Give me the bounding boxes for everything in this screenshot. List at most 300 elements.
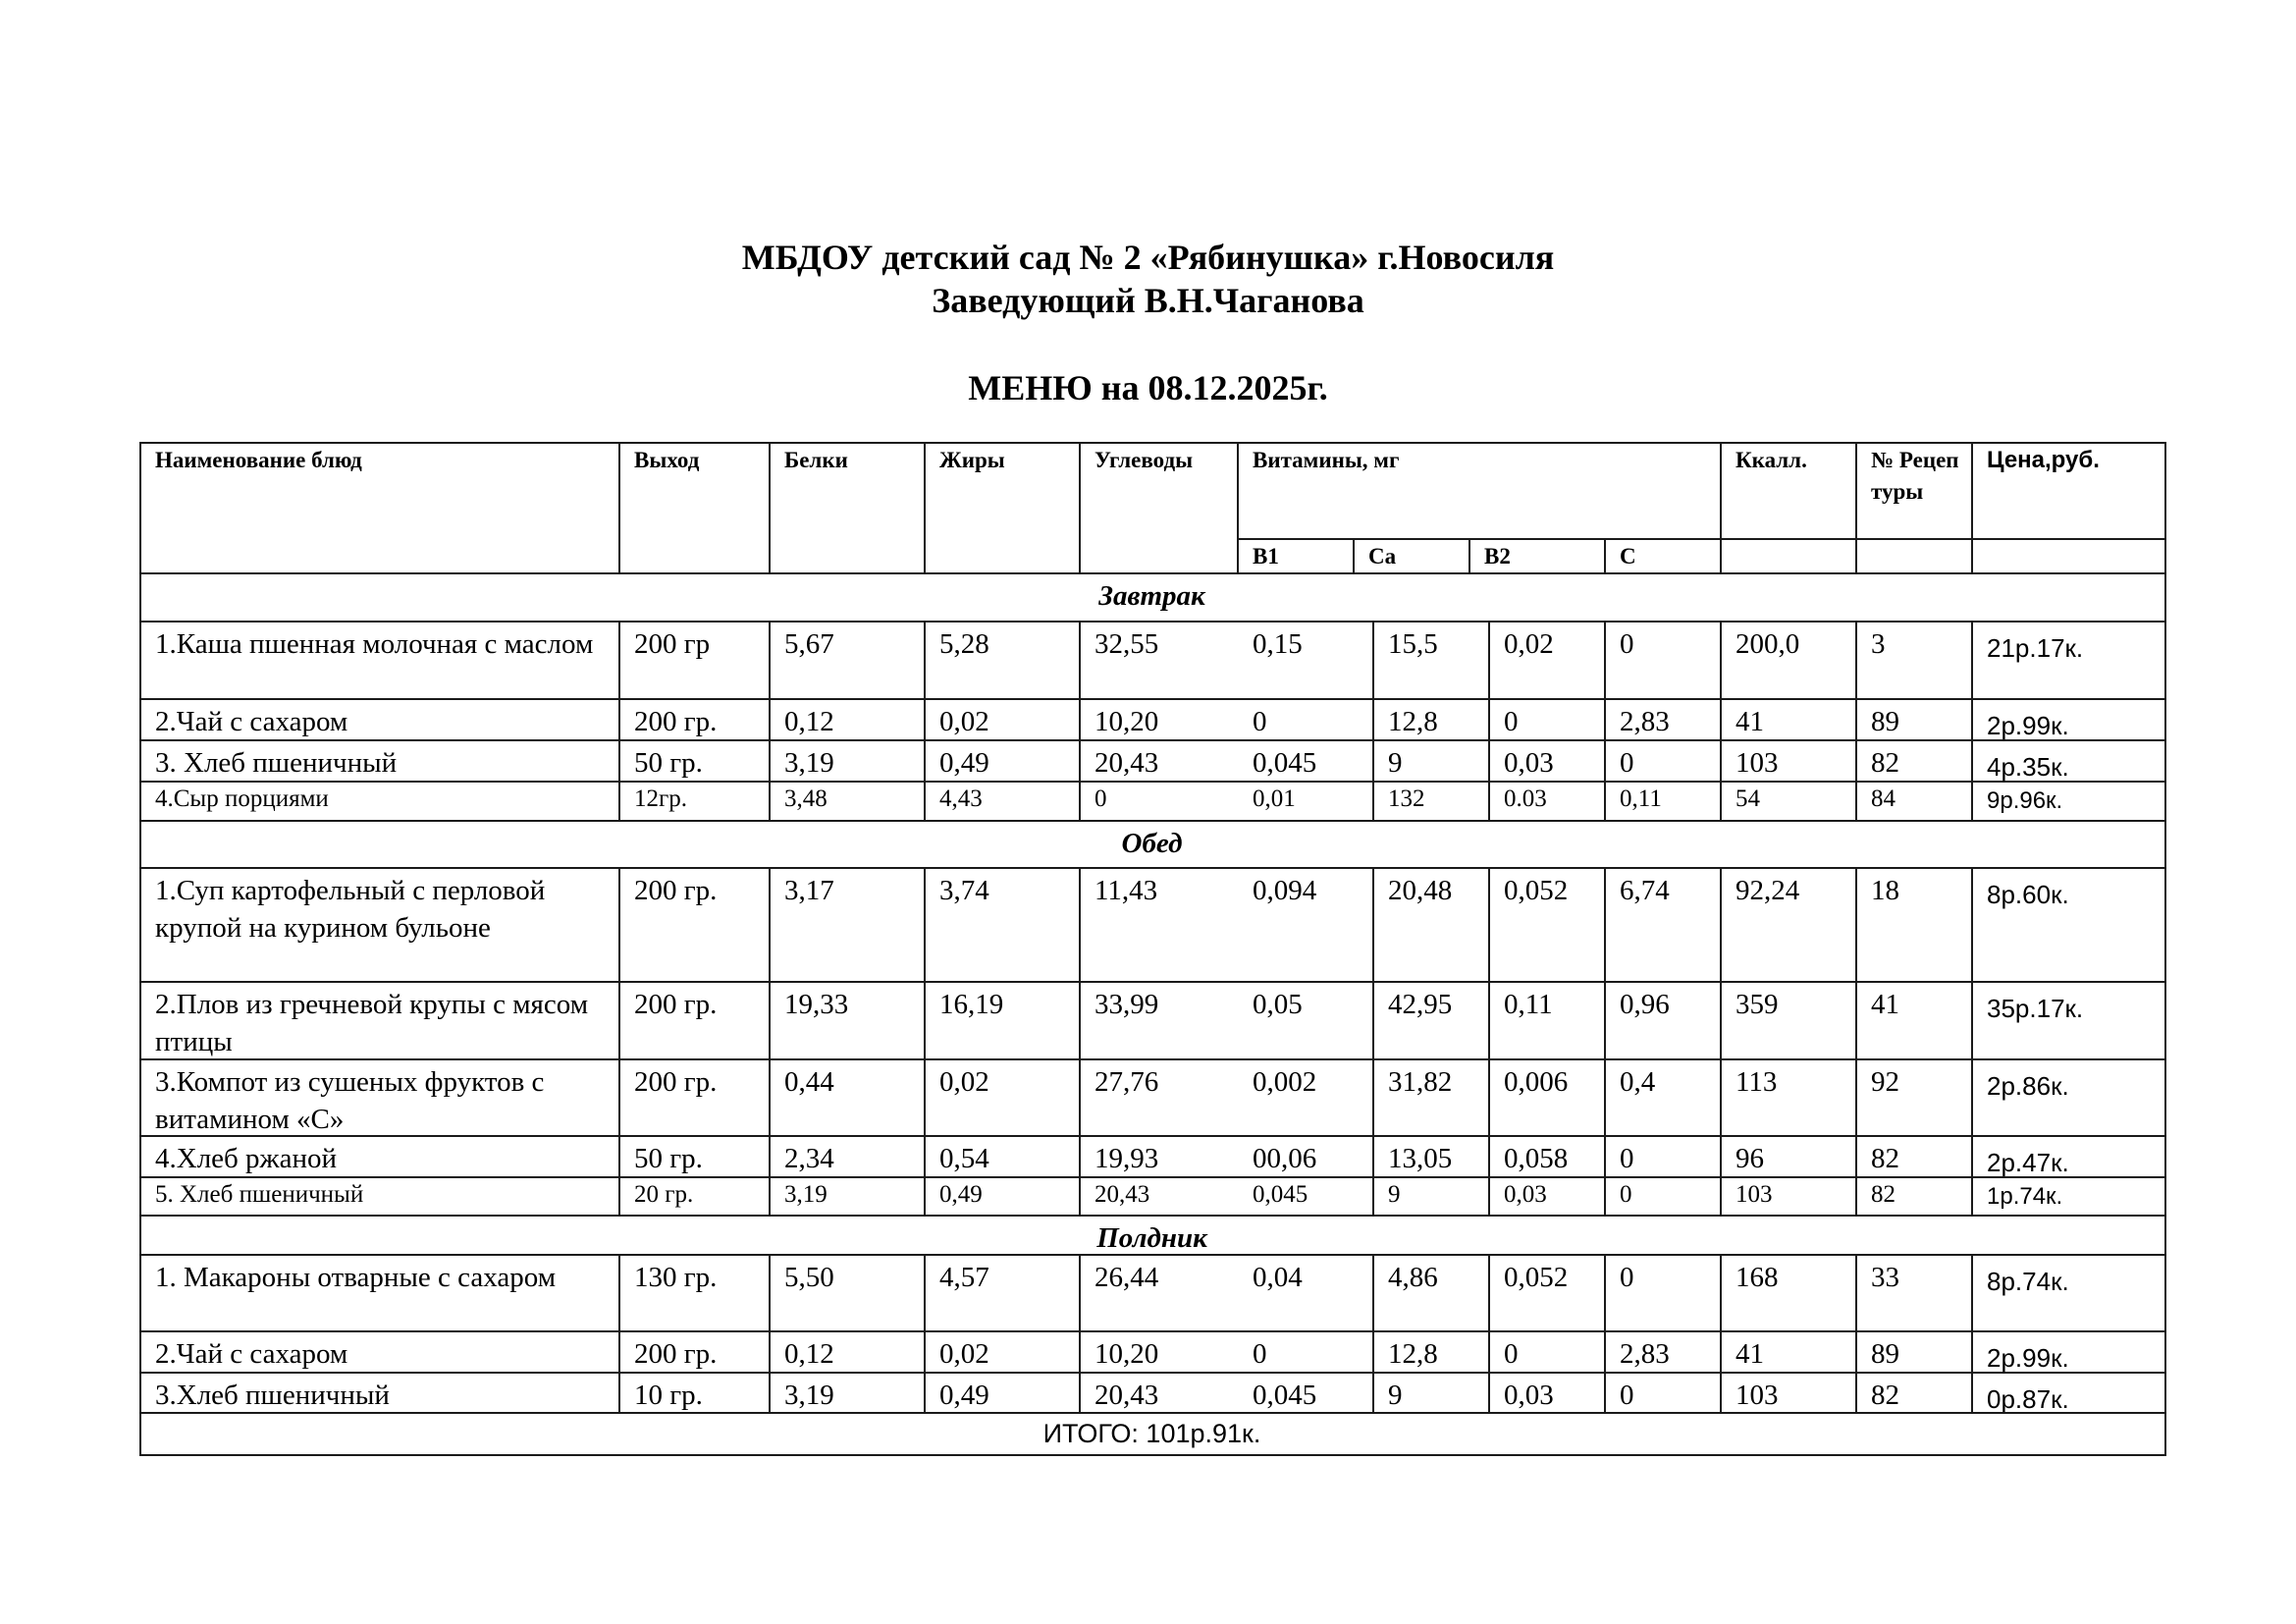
- cell-name: 3.Хлеб пшеничный: [155, 1380, 390, 1411]
- cell-b2: 0,03: [1504, 1380, 1554, 1411]
- header-fat: Жиры: [939, 448, 1005, 472]
- header-vitamin-b2: B2: [1484, 544, 1511, 568]
- header-column-line: [139, 442, 141, 572]
- row-column-line: [769, 621, 771, 698]
- total-price: ИТОГО: 101р.91к.: [1042, 1419, 1261, 1448]
- cell-fat: 0,49: [939, 1380, 989, 1411]
- row-column-line: [1488, 981, 1490, 1058]
- header-bottom-line: [139, 572, 2166, 574]
- row-column-line: [1720, 621, 1722, 698]
- row-column-line: [618, 781, 620, 820]
- cell-recipe: 89: [1871, 1338, 1899, 1370]
- cell-name: 3. Хлеб пшеничный: [155, 747, 398, 779]
- row-column-line: [2164, 1330, 2166, 1372]
- cell-protein: 3,17: [784, 875, 834, 906]
- cell-recipe: 33: [1871, 1262, 1899, 1293]
- cell-output: 10 гр.: [634, 1380, 703, 1411]
- row-column-line: [618, 698, 620, 739]
- cell-carbs: 20,43: [1095, 747, 1159, 779]
- row-column-line: [1855, 621, 1857, 698]
- row-column-line: [1971, 739, 1973, 781]
- header-column-line: [924, 442, 926, 572]
- row-column-line: [139, 867, 141, 981]
- cell-price: 2р.47к.: [1987, 1148, 2069, 1176]
- cell-ca: 31,82: [1388, 1066, 1453, 1098]
- cell-price: 8р.60к.: [1987, 880, 2069, 909]
- cell-name: 5. Хлеб пшеничный: [155, 1181, 364, 1208]
- row-column-line: [1720, 698, 1722, 739]
- cell-b1: 0,045: [1253, 1380, 1317, 1411]
- cell-carbs: 11,43: [1095, 875, 1158, 906]
- header-column-line: [618, 442, 620, 572]
- cell-kcal: 96: [1735, 1143, 1764, 1174]
- row-column-line: [924, 1254, 926, 1330]
- row-column-line: [1372, 1254, 1374, 1330]
- row-column-line: [1372, 1058, 1374, 1135]
- row-column-line: [618, 739, 620, 781]
- cell-ca: 9: [1388, 1181, 1401, 1208]
- cell-fat: 0,02: [939, 1066, 989, 1098]
- row-column-line: [2164, 1058, 2166, 1135]
- cell-output: 12гр.: [634, 785, 688, 812]
- row-column-line: [1971, 867, 1973, 981]
- row-column-line: [1488, 698, 1490, 739]
- row-column-line: [2164, 867, 2166, 981]
- row-column-line: [1604, 621, 1606, 698]
- row-column-line: [1720, 1176, 1722, 1215]
- cell-ca: 20,48: [1388, 875, 1453, 906]
- row-column-line: [1488, 1254, 1490, 1330]
- cell-c: 0,96: [1620, 989, 1670, 1020]
- row-column-line: [1372, 1135, 1374, 1176]
- row-column-line: [1604, 1058, 1606, 1135]
- row-column-line: [1372, 867, 1374, 981]
- cell-output: 200 гр.: [634, 1066, 718, 1098]
- header-vitamin-c: C: [1620, 544, 1636, 568]
- table-border-right: [2164, 1215, 2166, 1254]
- row-column-line: [1079, 867, 1081, 981]
- cell-carbs: 0: [1095, 785, 1107, 812]
- row-column-line: [1971, 1254, 1973, 1330]
- cell-name: 1. Макароны отварные с сахаром: [155, 1262, 557, 1293]
- row-column-line: [1604, 1372, 1606, 1412]
- row-column-line: [924, 739, 926, 781]
- row-column-line: [1855, 867, 1857, 981]
- row-column-line: [618, 867, 620, 981]
- cell-b1: 0: [1253, 706, 1267, 737]
- cell-name: 4.Хлеб ржаной: [155, 1143, 337, 1174]
- row-column-line: [769, 698, 771, 739]
- menu-title: МЕНЮ на 08.12.2025г.: [968, 368, 1328, 407]
- row-column-line: [618, 621, 620, 698]
- cell-protein: 3,19: [784, 1181, 828, 1208]
- row-column-line: [1855, 1135, 1857, 1176]
- cell-carbs: 33,99: [1095, 989, 1159, 1020]
- section-title: Обед: [1121, 828, 1183, 859]
- cell-kcal: 41: [1735, 706, 1764, 737]
- row-column-line: [1855, 781, 1857, 820]
- cell-price: 2р.86к.: [1987, 1071, 2069, 1101]
- cell-kcal: 103: [1735, 1181, 1773, 1208]
- table-border-left: [139, 820, 141, 867]
- cell-fat: 16,19: [939, 989, 1004, 1020]
- cell-fat: 0,54: [939, 1143, 989, 1174]
- header-column-line: [1079, 442, 1081, 572]
- cell-output: 200 гр: [634, 628, 711, 660]
- cell-c: 0,11: [1620, 785, 1662, 812]
- table-border-right: [2164, 1412, 2166, 1454]
- row-column-line: [1488, 1135, 1490, 1176]
- head-name: Заведующий В.Н.Чаганова: [932, 281, 1364, 320]
- cell-kcal: 54: [1735, 785, 1760, 812]
- cell-b2: 0.03: [1504, 785, 1547, 812]
- row-column-line: [139, 739, 141, 781]
- row-column-line: [1604, 781, 1606, 820]
- cell-output: 20 гр.: [634, 1181, 694, 1208]
- row-column-line: [1372, 739, 1374, 781]
- row-column-line: [769, 1058, 771, 1135]
- cell-recipe: 41: [1871, 989, 1899, 1020]
- header-column-line: [1855, 442, 1857, 572]
- row-column-line: [1971, 1135, 1973, 1176]
- row-column-line: [1079, 1135, 1081, 1176]
- row-column-line: [1372, 981, 1374, 1058]
- header-vitamins: Витамины, мг: [1253, 448, 1400, 472]
- row-column-line: [1720, 1135, 1722, 1176]
- table-border-left: [139, 572, 141, 621]
- header-split-line: [1237, 538, 2164, 540]
- cell-b1: 0,05: [1253, 989, 1303, 1020]
- cell-carbs: 32,55: [1095, 628, 1159, 660]
- row-column-line: [1720, 781, 1722, 820]
- cell-fat: 0,02: [939, 706, 989, 737]
- row-column-line: [2164, 1135, 2166, 1176]
- cell-recipe: 82: [1871, 1380, 1899, 1411]
- cell-c: 6,74: [1620, 875, 1670, 906]
- row-column-line: [1079, 981, 1081, 1058]
- row-column-line: [1079, 1176, 1081, 1215]
- cell-fat: 5,28: [939, 628, 989, 660]
- row-column-line: [139, 698, 141, 739]
- row-column-line: [769, 867, 771, 981]
- row-column-line: [1720, 1372, 1722, 1412]
- cell-b2: 0,052: [1504, 1262, 1569, 1293]
- cell-fat: 3,74: [939, 875, 989, 906]
- cell-protein: 0,44: [784, 1066, 834, 1098]
- row-column-line: [618, 1330, 620, 1372]
- row-column-line: [618, 1372, 620, 1412]
- row-column-line: [2164, 1372, 2166, 1412]
- row-column-line: [769, 981, 771, 1058]
- row-column-line: [1720, 1254, 1722, 1330]
- row-column-line: [1855, 1330, 1857, 1372]
- cell-protein: 2,34: [784, 1143, 834, 1174]
- row-column-line: [618, 1254, 620, 1330]
- cell-output: 200 гр.: [634, 989, 718, 1020]
- cell-protein: 3,19: [784, 1380, 834, 1411]
- cell-ca: 132: [1388, 785, 1425, 812]
- table-border-top: [139, 442, 2166, 444]
- cell-output: 130 гр.: [634, 1262, 718, 1293]
- row-column-line: [1488, 1176, 1490, 1215]
- cell-name: 2.Плов из гречневой крупы с мясом птицы: [155, 989, 589, 1057]
- row-column-line: [924, 981, 926, 1058]
- table-border-right: [2164, 572, 2166, 621]
- row-column-line: [1488, 1330, 1490, 1372]
- row-column-line: [1079, 621, 1081, 698]
- cell-recipe: 82: [1871, 747, 1899, 779]
- row-column-line: [1971, 1176, 1973, 1215]
- header-price: Цена,руб.: [1987, 447, 2100, 473]
- row-column-line: [924, 1135, 926, 1176]
- row-column-line: [1079, 698, 1081, 739]
- row-column-line: [618, 1058, 620, 1135]
- row-column-line: [139, 981, 141, 1058]
- row-column-line: [1720, 1330, 1722, 1372]
- cell-output: 50 гр.: [634, 1143, 703, 1174]
- cell-protein: 19,33: [784, 989, 849, 1020]
- cell-kcal: 113: [1735, 1066, 1778, 1098]
- row-column-line: [1372, 1176, 1374, 1215]
- table-border-left: [139, 1215, 141, 1254]
- row-column-line: [1720, 981, 1722, 1058]
- cell-b1: 0,045: [1253, 747, 1317, 779]
- cell-b2: 0,058: [1504, 1143, 1569, 1174]
- header-column-line: [1720, 442, 1722, 572]
- cell-ca: 4,86: [1388, 1262, 1438, 1293]
- row-column-line: [139, 621, 141, 698]
- row-column-line: [1079, 1058, 1081, 1135]
- row-column-line: [1855, 981, 1857, 1058]
- row-column-line: [1079, 1254, 1081, 1330]
- cell-c: 0: [1620, 1143, 1634, 1174]
- cell-name: 2.Чай с сахаром: [155, 1338, 348, 1370]
- row-column-line: [139, 1330, 141, 1372]
- row-column-line: [1720, 739, 1722, 781]
- cell-price: 1р.74к.: [1987, 1183, 2063, 1210]
- cell-ca: 13,05: [1388, 1143, 1453, 1174]
- row-column-line: [2164, 739, 2166, 781]
- row-column-line: [1372, 781, 1374, 820]
- cell-b1: 0,094: [1253, 875, 1317, 906]
- cell-b1: 0,002: [1253, 1066, 1317, 1098]
- row-column-line: [618, 1135, 620, 1176]
- row-column-line: [1488, 739, 1490, 781]
- cell-c: 0: [1620, 1262, 1634, 1293]
- row-column-line: [139, 1372, 141, 1412]
- cell-kcal: 92,24: [1735, 875, 1800, 906]
- cell-protein: 0,12: [784, 1338, 834, 1370]
- cell-fat: 0,49: [939, 1181, 983, 1208]
- header-vitamin-ca: Ca: [1368, 544, 1397, 568]
- row-column-line: [1372, 1330, 1374, 1372]
- row-column-line: [1855, 1372, 1857, 1412]
- row-column-line: [1079, 1330, 1081, 1372]
- row-column-line: [1971, 1330, 1973, 1372]
- organization-title: МБДОУ детский сад № 2 «Рябинушка» г.Новосиля: [741, 238, 1555, 277]
- row-column-line: [769, 1135, 771, 1176]
- cell-b2: 0: [1504, 706, 1519, 737]
- cell-ca: 15,5: [1388, 628, 1438, 660]
- row-column-line: [2164, 1254, 2166, 1330]
- cell-recipe: 3: [1871, 628, 1886, 660]
- row-column-line: [1855, 739, 1857, 781]
- row-column-line: [1855, 1058, 1857, 1135]
- cell-output: 200 гр.: [634, 1338, 718, 1370]
- cell-kcal: 103: [1735, 747, 1779, 779]
- row-column-line: [1604, 1254, 1606, 1330]
- row-column-line: [1604, 698, 1606, 739]
- cell-protein: 0,12: [784, 706, 834, 737]
- row-column-line: [2164, 698, 2166, 739]
- cell-c: 0: [1620, 1181, 1632, 1208]
- cell-carbs: 19,93: [1095, 1143, 1159, 1174]
- cell-b2: 0,006: [1504, 1066, 1569, 1098]
- row-bottom-line: [139, 1215, 2166, 1217]
- header-protein: Белки: [784, 448, 848, 472]
- cell-ca: 9: [1388, 1380, 1403, 1411]
- row-column-line: [924, 1330, 926, 1372]
- cell-ca: 12,8: [1388, 706, 1438, 737]
- header-column-line: [769, 442, 771, 572]
- row-column-line: [1971, 698, 1973, 739]
- cell-recipe: 82: [1871, 1181, 1896, 1208]
- cell-output: 200 гр.: [634, 706, 718, 737]
- cell-output: 200 гр.: [634, 875, 718, 906]
- cell-b2: 0,052: [1504, 875, 1569, 906]
- header-column-line: [1971, 442, 1973, 572]
- cell-carbs: 27,76: [1095, 1066, 1159, 1098]
- row-column-line: [924, 781, 926, 820]
- cell-fat: 4,57: [939, 1262, 989, 1293]
- row-column-line: [769, 1330, 771, 1372]
- row-column-line: [1372, 698, 1374, 739]
- row-column-line: [2164, 981, 2166, 1058]
- table-border-right: [2164, 820, 2166, 867]
- header-output: Выход: [634, 448, 700, 472]
- row-column-line: [1079, 1372, 1081, 1412]
- cell-recipe: 18: [1871, 875, 1899, 906]
- row-bottom-line: [139, 820, 2166, 822]
- row-column-line: [1604, 867, 1606, 981]
- cell-fat: 0,49: [939, 747, 989, 779]
- cell-price: 0р.87к.: [1987, 1384, 2069, 1412]
- header-vitamin-line: [1604, 538, 1606, 572]
- row-column-line: [1604, 981, 1606, 1058]
- row-column-line: [1971, 1058, 1973, 1135]
- cell-price: 35р.17к.: [1987, 994, 2084, 1023]
- row-column-line: [139, 1176, 141, 1215]
- cell-carbs: 20,43: [1095, 1181, 1150, 1208]
- row-column-line: [1971, 621, 1973, 698]
- header-column-line: [2164, 442, 2166, 572]
- row-column-line: [1855, 698, 1857, 739]
- row-column-line: [1372, 621, 1374, 698]
- table-border-left: [139, 1412, 141, 1454]
- header-vitamin-line: [1353, 538, 1355, 572]
- row-column-line: [769, 1254, 771, 1330]
- row-column-line: [769, 1372, 771, 1412]
- row-column-line: [1720, 867, 1722, 981]
- row-column-line: [769, 781, 771, 820]
- row-column-line: [618, 1176, 620, 1215]
- row-column-line: [924, 1176, 926, 1215]
- row-column-line: [618, 981, 620, 1058]
- cell-protein: 5,50: [784, 1262, 834, 1293]
- row-column-line: [1604, 1330, 1606, 1372]
- header-carbs: Углеводы: [1095, 448, 1194, 472]
- row-column-line: [1488, 621, 1490, 698]
- cell-c: 2,83: [1620, 1338, 1670, 1370]
- cell-price: 2р.99к.: [1987, 1343, 2069, 1372]
- cell-protein: 3,48: [784, 785, 828, 812]
- row-column-line: [1079, 739, 1081, 781]
- cell-protein: 5,67: [784, 628, 834, 660]
- row-column-line: [924, 621, 926, 698]
- row-column-line: [1855, 1176, 1857, 1215]
- row-column-line: [1079, 781, 1081, 820]
- cell-kcal: 41: [1735, 1338, 1764, 1370]
- row-column-line: [2164, 781, 2166, 820]
- row-column-line: [1488, 781, 1490, 820]
- row-column-line: [924, 698, 926, 739]
- cell-b2: 0,03: [1504, 1181, 1547, 1208]
- table-border-bottom: [139, 1454, 2166, 1456]
- row-column-line: [1971, 981, 1973, 1058]
- cell-name: 1.Суп картофельный с перловой крупой на курином бульоне: [155, 875, 546, 944]
- header-name: Наименование блюд: [155, 448, 362, 472]
- row-column-line: [1855, 1254, 1857, 1330]
- cell-price: 8р.74к.: [1987, 1267, 2069, 1296]
- cell-b1: 0,045: [1253, 1181, 1308, 1208]
- cell-carbs: 10,20: [1095, 1338, 1159, 1370]
- cell-b1: 0,01: [1253, 785, 1296, 812]
- cell-fat: 0,02: [939, 1338, 989, 1370]
- cell-price: 21р.17к.: [1987, 633, 2084, 663]
- cell-name: 1.Каша пшенная молочная с маслом: [155, 628, 594, 660]
- row-column-line: [1604, 1176, 1606, 1215]
- cell-b2: 0,11: [1504, 989, 1553, 1020]
- cell-name: 2.Чай с сахаром: [155, 706, 348, 737]
- cell-fat: 4,43: [939, 785, 983, 812]
- row-column-line: [1488, 1058, 1490, 1135]
- cell-recipe: 82: [1871, 1143, 1899, 1174]
- row-column-line: [1372, 1372, 1374, 1412]
- cell-price: 2р.99к.: [1987, 711, 2069, 739]
- section-title: Полдник: [1096, 1222, 1207, 1254]
- cell-protein: 3,19: [784, 747, 834, 779]
- cell-name: 3.Компот из сушеных фруктов с витамином «С»: [155, 1066, 545, 1135]
- cell-c: 0: [1620, 747, 1634, 779]
- cell-b1: 0: [1253, 1338, 1267, 1370]
- header-column-line: [1237, 442, 1239, 572]
- cell-b2: 0,03: [1504, 747, 1554, 779]
- cell-price: 4р.35к.: [1987, 752, 2069, 781]
- cell-b1: 0,04: [1253, 1262, 1303, 1293]
- row-column-line: [139, 1135, 141, 1176]
- row-column-line: [1971, 1372, 1973, 1412]
- row-column-line: [2164, 621, 2166, 698]
- cell-kcal: 168: [1735, 1262, 1779, 1293]
- cell-output: 50 гр.: [634, 747, 703, 779]
- cell-ca: 12,8: [1388, 1338, 1438, 1370]
- cell-recipe: 89: [1871, 706, 1899, 737]
- cell-carbs: 20,43: [1095, 1380, 1159, 1411]
- cell-kcal: 359: [1735, 989, 1779, 1020]
- cell-ca: 9: [1388, 747, 1403, 779]
- cell-b1: 00,06: [1253, 1143, 1317, 1174]
- cell-c: 0,4: [1620, 1066, 1656, 1098]
